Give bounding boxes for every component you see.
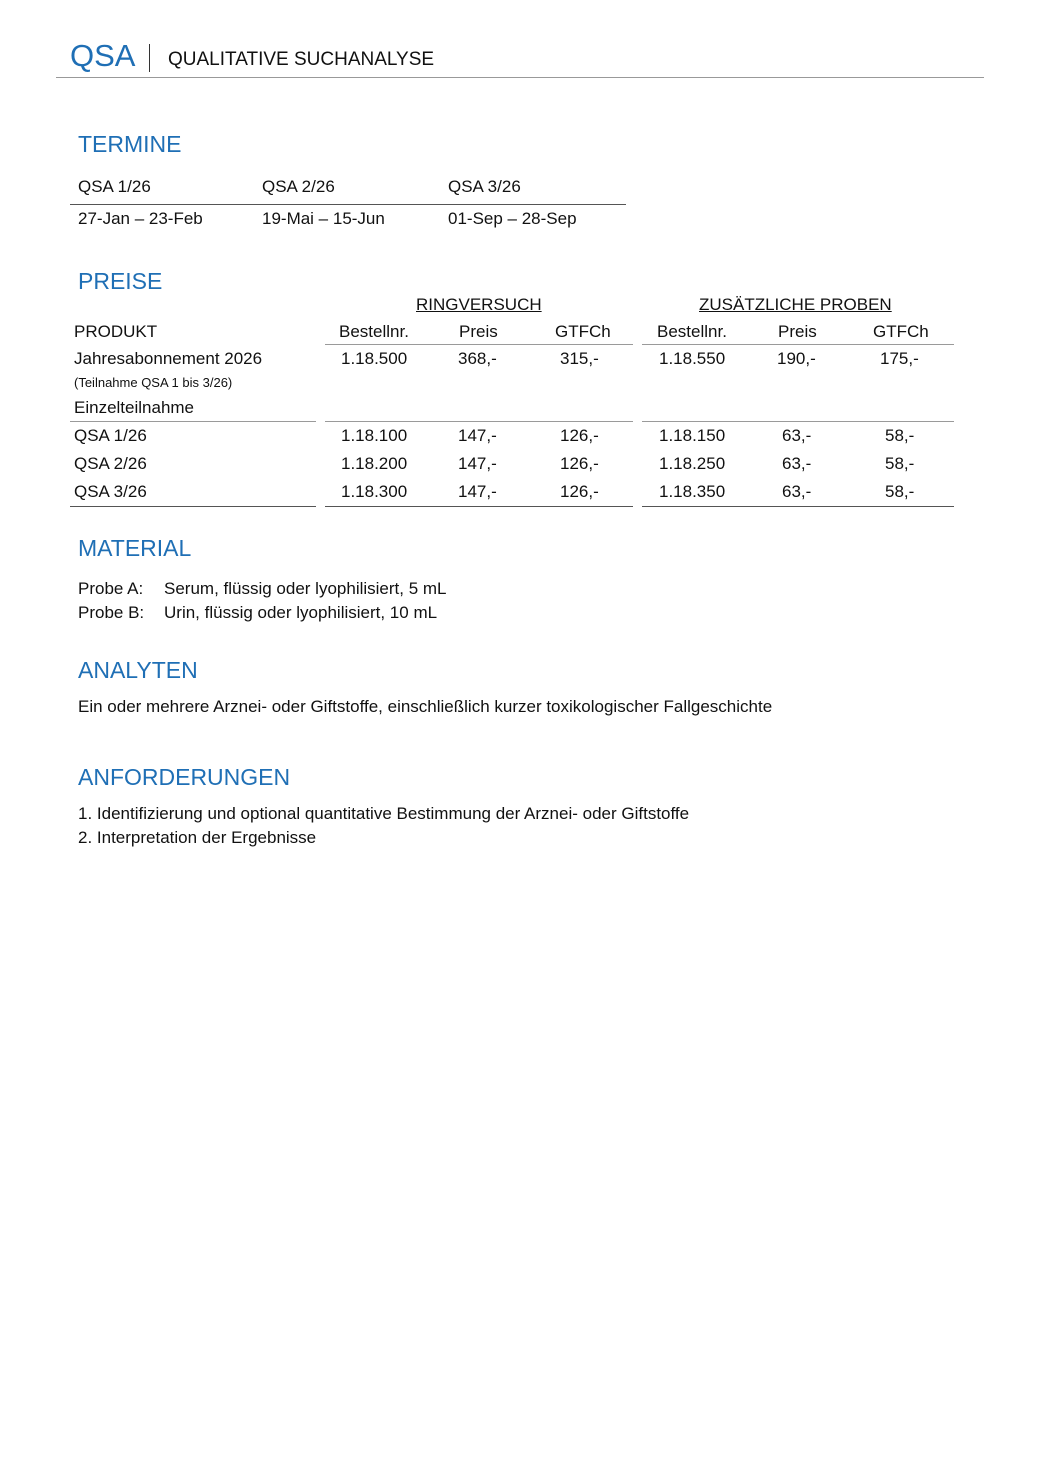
row-z-preis: 63,- (782, 454, 812, 473)
analyten-heading: ANALYTEN (78, 657, 198, 683)
row-preis: 147,- (458, 454, 497, 473)
row-z-gtfch: 58,- (885, 426, 915, 445)
header-code: QSA (70, 38, 136, 73)
row-bestellnr: 1.18.100 (341, 426, 408, 445)
zusaetzlich-bottom-rule (642, 506, 954, 507)
col-z-preis: Preis (778, 322, 817, 341)
abo-z-gtfch: 175,- (880, 349, 919, 368)
abo-bestellnr: 1.18.500 (341, 349, 408, 368)
termine-date-3: 01-Sep – 28-Sep (448, 209, 577, 228)
group-ringversuch: RINGVERSUCH (416, 295, 542, 314)
abo-z-bestellnr: 1.18.550 (659, 349, 726, 368)
material-heading: MATERIAL (78, 535, 192, 561)
analyten-text: Ein oder mehrere Arznei- oder Giftstoffe, einschließlich kurzer toxikologischer Fallgeschichte (78, 697, 773, 716)
row-gtfch: 126,- (560, 482, 599, 501)
col-z-bestellnr: Bestellnr. (657, 322, 727, 341)
row-z-gtfch: 58,- (885, 482, 915, 501)
anforderungen-heading: ANFORDERUNGEN (78, 764, 291, 790)
group-zusaetzliche-proben: ZUSÄTZLICHE PROBEN (699, 295, 892, 314)
einzel-label: Einzelteilnahme (74, 398, 195, 417)
zusaetzlich-rule (642, 421, 954, 422)
ringversuch-header-rule (325, 344, 633, 345)
row-preis: 147,- (458, 482, 497, 501)
row-label: QSA 2/26 (74, 454, 147, 473)
produkt-rule (70, 421, 316, 422)
anforderung-item-2: 2. Interpretation der Ergebnisse (78, 828, 317, 847)
material-value-a: Serum, flüssig oder lyophilisiert, 5 mL (164, 579, 447, 598)
row-z-bestellnr: 1.18.250 (659, 454, 726, 473)
row-z-preis: 63,- (782, 482, 812, 501)
ringversuch-rule (325, 421, 633, 422)
material-label-a: Probe A: (78, 579, 144, 598)
abo-preis: 368,- (458, 349, 497, 368)
row-gtfch: 126,- (560, 454, 599, 473)
row-z-bestellnr: 1.18.350 (659, 482, 726, 501)
material-label-b: Probe B: (78, 603, 145, 622)
termine-col-1: QSA 1/26 (78, 177, 151, 196)
abo-label: Jahresabonnement 2026 (74, 349, 263, 368)
row-preis: 147,- (458, 426, 497, 445)
termine-rule (70, 204, 626, 205)
termine-heading: TERMINE (78, 131, 182, 157)
zusaetzlich-header-rule (642, 344, 954, 345)
preise-heading: PREISE (78, 268, 163, 294)
termine-col-3: QSA 3/26 (448, 177, 521, 196)
material-value-b: Urin, flüssig oder lyophilisiert, 10 mL (164, 603, 438, 622)
row-gtfch: 126,- (560, 426, 599, 445)
ringversuch-bottom-rule (325, 506, 633, 507)
row-z-gtfch: 58,- (885, 454, 915, 473)
abo-note: (Teilnahme QSA 1 bis 3/26) (74, 375, 233, 390)
header-rule (56, 77, 984, 78)
termine-date-1: 27-Jan – 23-Feb (78, 209, 203, 228)
termine-col-2: QSA 2/26 (262, 177, 335, 196)
row-z-preis: 63,- (782, 426, 812, 445)
col-preis: Preis (459, 322, 498, 341)
header-separator (149, 44, 150, 72)
row-bestellnr: 1.18.300 (341, 482, 408, 501)
row-label: QSA 3/26 (74, 482, 147, 501)
row-z-bestellnr: 1.18.150 (659, 426, 726, 445)
abo-gtfch: 315,- (560, 349, 599, 368)
abo-z-preis: 190,- (777, 349, 816, 368)
produkt-bottom-rule (70, 506, 316, 507)
col-produkt: PRODUKT (74, 322, 158, 341)
anforderung-item-1: 1. Identifizierung und optional quantitative Bestimmung der Arznei- oder Giftstoffe (78, 804, 690, 823)
row-bestellnr: 1.18.200 (341, 454, 408, 473)
termine-date-2: 19-Mai – 15-Jun (262, 209, 385, 228)
row-label: QSA 1/26 (74, 426, 147, 445)
header-title: QUALITATIVE SUCHANALYSE (168, 49, 435, 70)
col-gtfch: GTFCh (555, 322, 611, 341)
col-z-gtfch: GTFCh (873, 322, 929, 341)
col-bestellnr: Bestellnr. (339, 322, 409, 341)
